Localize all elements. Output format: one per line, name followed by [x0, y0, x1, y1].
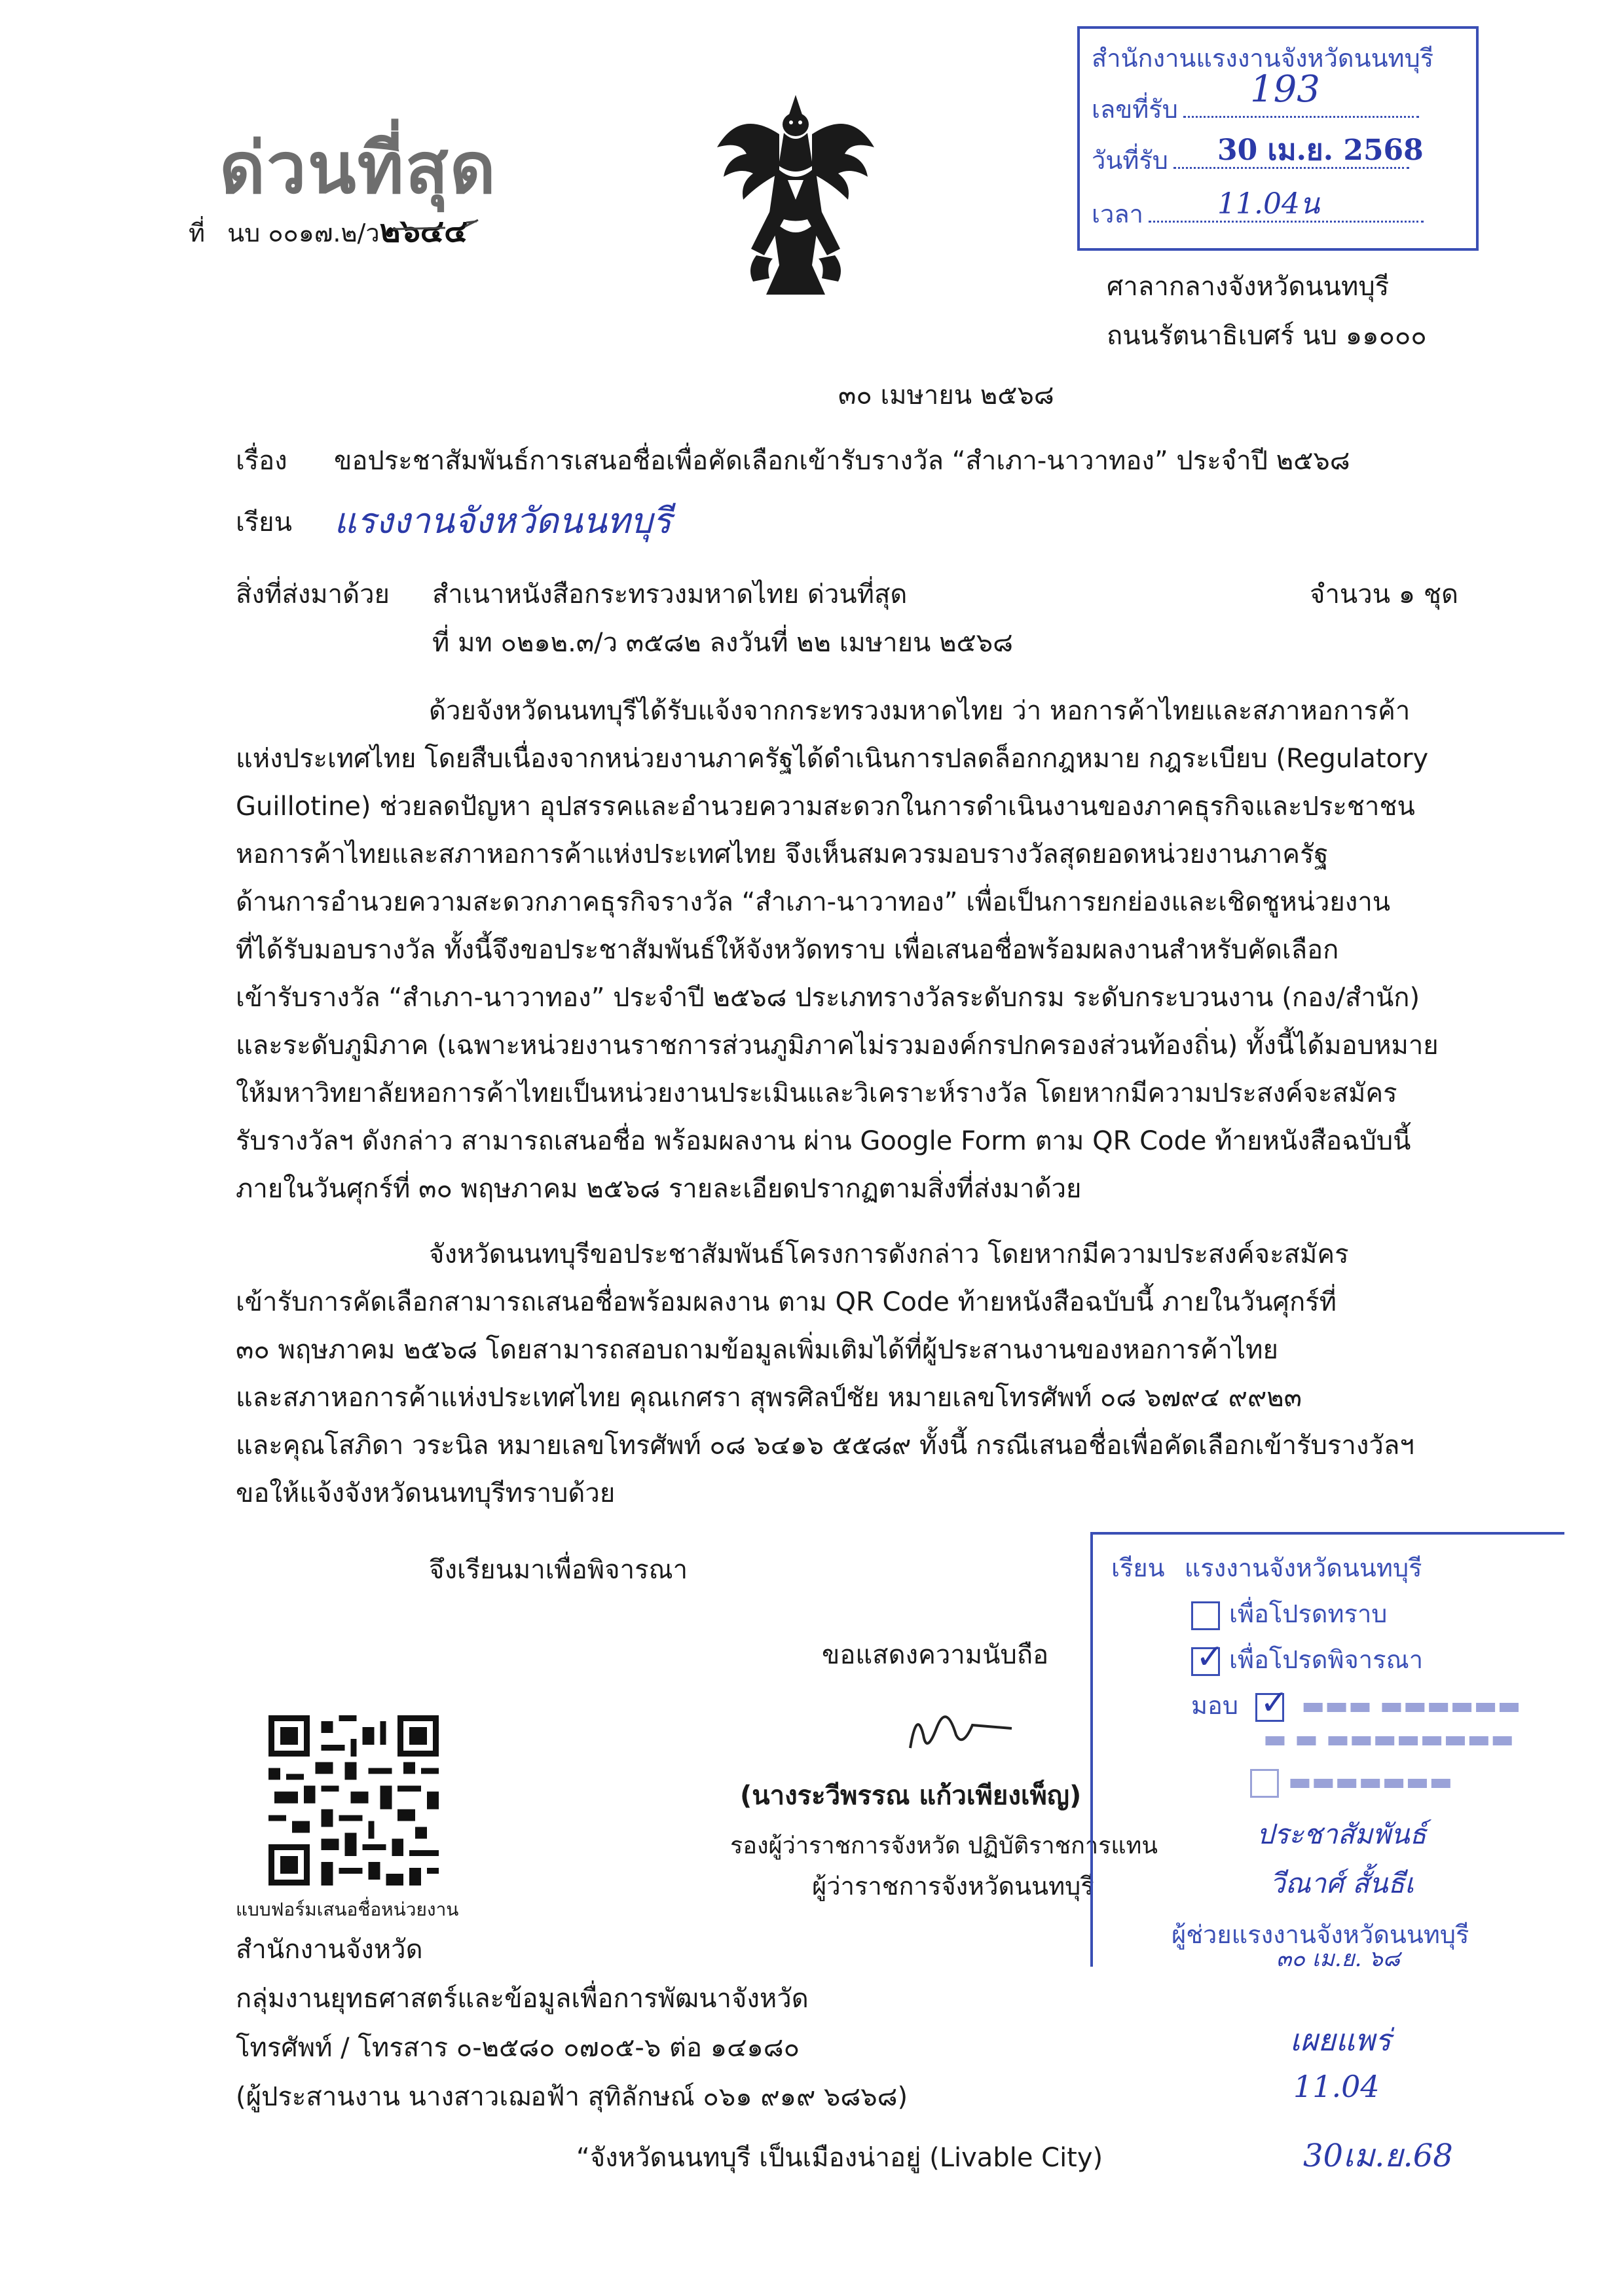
checkbox-inform — [1191, 1601, 1220, 1630]
footer-phone: โทรศัพท์ / โทรสาร ๐-๒๕๘๐ ๐๗๐๕-๖ ต่อ ๑๔๑๘๐ — [236, 2033, 800, 2063]
signature-mark-icon — [897, 1696, 1041, 1768]
faded-stamp-text: ▬ ▬ ▬▬▬▬▬▬▬▬ — [1263, 1724, 1515, 1753]
body-line: และสภาหอการค้าแห่งประเทศไทย คุณเกศรา สุพรศิลป์ชัย หมายเลขโทรศัพท์ ๐๘ ๖๗๙๔ ๙๙๒๓ — [236, 1383, 1302, 1413]
garuda-emblem-icon — [710, 88, 881, 301]
footer-slogan: “จังหวัดนนทบุรี เป็นเมืองน่าอยู่ (Livable City) — [576, 2143, 1103, 2173]
hw-note-time: 11.04 — [1293, 2069, 1380, 2104]
checkbox-assign — [1255, 1683, 1289, 1722]
receipt-date-label: วันที่รับ — [1092, 146, 1168, 175]
receipt-no-value: 193 — [1250, 68, 1320, 111]
receipt-time-value: 11.04น — [1217, 187, 1320, 221]
footer-office: สำนักงานจังหวัด — [236, 1935, 423, 1965]
body-line: ขอให้แจ้งจังหวัดนนทบุรีทราบด้วย — [236, 1478, 616, 1508]
reference-handwritten-number: ๒๖๔๔ — [379, 213, 468, 249]
hw-note-publish: เผยแพร่ — [1290, 2022, 1392, 2058]
checkbox-consider — [1191, 1637, 1225, 1677]
body-line: เข้ารับรางวัล “สำเภา-นาวาทอง” ประจำปี ๒๕๖๘ ประเภทรางวัลระดับกรม ระดับกระบวนงาน (กอง/สำนัก) — [236, 983, 1420, 1013]
body-line: จังหวัดนนทบุรีขอประชาสัมพันธ์โครงการดังกล่าว โดยหากมีความประสงค์จะสมัคร — [429, 1239, 1349, 1269]
footer-coordinator: (ผู้ประสานงาน นางสาวเฌอฟ้า สุทิลักษณ์ ๐๖๑ ๙๑๙ ๖๘๖๘) — [236, 2082, 908, 2112]
body-line: และคุณโสภิดา วระนิล หมายเลขโทรศัพท์ ๐๘ ๖๔๑๖ ๕๕๘๙ ทั้งนี้ กรณีเสนอชื่อเพื่อคัดเลือกเข้ารับรางวัลฯ — [236, 1430, 1414, 1461]
receipt-stamp — [1077, 26, 1479, 251]
body-line: ด้วยจังหวัดนนทบุรีได้รับแจ้งจากกระทรวงมหาดไทย ว่า หอการค้าไทยและสภาหอการค้า — [429, 696, 1411, 726]
to-handwritten: แรงงานจังหวัดนนทบุรี — [334, 500, 672, 541]
signatory-position-2: ผู้ว่าราชการจังหวัดนนทบุรี — [812, 1872, 1094, 1901]
routing-option-consider: เพื่อโปรดพิจารณา — [1229, 1645, 1424, 1674]
routing-assign-label: มอบ — [1191, 1691, 1238, 1720]
body-line: ที่ได้รับมอบรางวัล ทั้งนี้จึงขอประชาสัมพันธ์ให้จังหวัดทราบ เพื่อเสนอชื่อพร้อมผลงานสำหรับคัดเลือก — [236, 935, 1339, 965]
body-line: หอการค้าไทยและสภาหอการค้าแห่งประเทศไทย จึงเห็นสมควรมอบรางวัลสุดยอดหน่วยงานภาครัฐ — [236, 839, 1329, 869]
routing-official: ผู้ช่วยแรงงานจังหวัดนนทบุรี — [1172, 1920, 1469, 1949]
signatory-name: (นางระวีพรรณ แก้วเพียงเพ็ญ) — [740, 1781, 1082, 1811]
reference-code: นบ ๐๐๑๗.๒/ว — [227, 219, 380, 247]
body-line: รับรางวัลฯ ดังกล่าว สามารถเสนอชื่อ พร้อมผลงาน ผ่าน Google Form ตาม QR Code ท้ายหนังสือฉบับนี้ — [236, 1126, 1411, 1156]
qr-code-icon — [268, 1715, 439, 1886]
enclosure-label: สิ่งที่ส่งมาด้วย — [236, 579, 390, 610]
routing-hw-note-1: ประชาสัมพันธ์ — [1257, 1818, 1427, 1850]
body-line: ด้านการอำนวยความสะดวกภาคธุรกิจรางวัล “สำเภา-นาวาทอง” เพื่อเป็นการยกย่องและเชิดชูหน่วยงาน — [236, 887, 1391, 917]
enclosure-line1: สำเนาหนังสือกระทรวงมหาดไทย ด่วนที่สุด — [432, 579, 908, 610]
check-mark-icon: ✓ — [1196, 1637, 1225, 1677]
faded-stamp-text: ▬▬▬ ▬▬▬▬▬▬ — [1301, 1691, 1521, 1720]
enclosure-line2: ที่ มท ๐๒๑๒.๓/ว ๓๕๘๒ ลงวันที่ ๒๒ เมษายน ๒๕๖๘ — [432, 628, 1013, 658]
checkbox-other — [1250, 1769, 1279, 1798]
handwritten-mark-icon — [386, 208, 498, 234]
signatory-position-1: รองผู้ว่าราชการจังหวัด ปฏิบัติราชการแทน — [730, 1832, 1158, 1859]
body-line: Guillotine) ช่วยลดปัญหา อุปสรรคและอำนวยความสะดวกในการดำเนินงานของภาคธุรกิจและประชาชน — [236, 792, 1415, 822]
check-mark-icon: ✓ — [1260, 1683, 1289, 1722]
body-line: ให้มหาวิทยาลัยหอการค้าไทยเป็นหน่วยงานประเมินและวิเคราะห์รางวัล โดยหากมีความประสงค์จะสมัคร — [236, 1078, 1397, 1108]
enclosure-quantity: จำนวน ๑ ชุด — [1310, 579, 1458, 610]
to-label: เรียน — [236, 507, 292, 538]
reference-label: ที่ — [189, 219, 206, 247]
routing-to-value: แรงงานจังหวัดนนทบุรี — [1184, 1554, 1422, 1582]
body-line: เข้ารับการคัดเลือกสามารถเสนอชื่อพร้อมผลงาน ตาม QR Code ท้ายหนังสือฉบับนี้ ภายในวันศุกร์ที่ — [236, 1287, 1337, 1317]
receipt-office: สำนักงานแรงงานจังหวัดนนทบุรี — [1092, 44, 1434, 73]
routing-official-date: ๓๐ เม.ย. ๖๘ — [1276, 1946, 1400, 1972]
closing-request: จึงเรียนมาเพื่อพิจารณา — [429, 1555, 688, 1585]
faded-stamp-text: ▬▬▬▬▬▬▬ — [1288, 1767, 1453, 1796]
routing-hw-note-2: วีณาศ์ สั้นธีเ — [1270, 1867, 1414, 1899]
body-line: ๓๐ พฤษภาคม ๒๕๖๘ โดยสามารถสอบถามข้อมูลเพิ่มเติมได้ที่ผู้ประสานงานของหอการค้าไทย — [236, 1335, 1278, 1365]
regards-text: ขอแสดงความนับถือ — [822, 1640, 1049, 1670]
subject-text: ขอประชาสัมพันธ์การเสนอชื่อเพื่อคัดเลือกเข้ารับรางวัล “สำเภา-นาวาทอง” ประจำปี ๒๕๖๘ — [334, 446, 1350, 476]
routing-option-inform: เพื่อโปรดทราบ — [1229, 1599, 1388, 1628]
qr-caption: แบบฟอร์มเสนอชื่อหน่วยงาน — [236, 1899, 459, 1920]
body-line: ภายในวันศุกร์ที่ ๓๐ พฤษภาคม ๒๕๖๘ รายละเอียดปรากฏตามสิ่งที่ส่งมาด้วย — [236, 1174, 1082, 1204]
footer-division: กลุ่มงานยุทธศาสตร์และข้อมูลเพื่อการพัฒนาจังหวัด — [236, 1984, 809, 2014]
receipt-date-value: 30 เม.ย. 2568 — [1217, 134, 1424, 167]
subject-label: เรื่อง — [236, 446, 287, 476]
urgency-label: ด่วนที่สุด — [219, 127, 497, 210]
body-line: และระดับภูมิภาค (เฉพาะหน่วยงานราชการส่วนภูมิภาคไม่รวมองค์กรปกครองส่วนท้องถิ่น) ทั้งนี้ได้มอบหมาย — [236, 1030, 1439, 1061]
body-line: แห่งประเทศไทย โดยสืบเนื่องจากหน่วยงานภาครัฐได้ดำเนินการปลดล็อกกฎหมาย กฎระเบียบ (Regulatory — [236, 744, 1429, 774]
sender-address-line2: ถนนรัตนาธิเบศร์ นบ ๑๑๐๐๐ — [1107, 321, 1427, 351]
routing-to-label: เรียน — [1111, 1554, 1165, 1582]
sender-address-line1: ศาลากลางจังหวัดนนทบุรี — [1107, 272, 1390, 302]
document-date: ๓๐ เมษายน ๒๕๖๘ — [838, 380, 1054, 410]
receipt-time-label: เวลา — [1092, 200, 1143, 228]
routing-stamp — [1090, 1532, 1564, 1972]
receipt-no-label: เลขที่รับ — [1092, 95, 1178, 124]
hw-note-date: 30เม.ย.68 — [1303, 2138, 1453, 2174]
